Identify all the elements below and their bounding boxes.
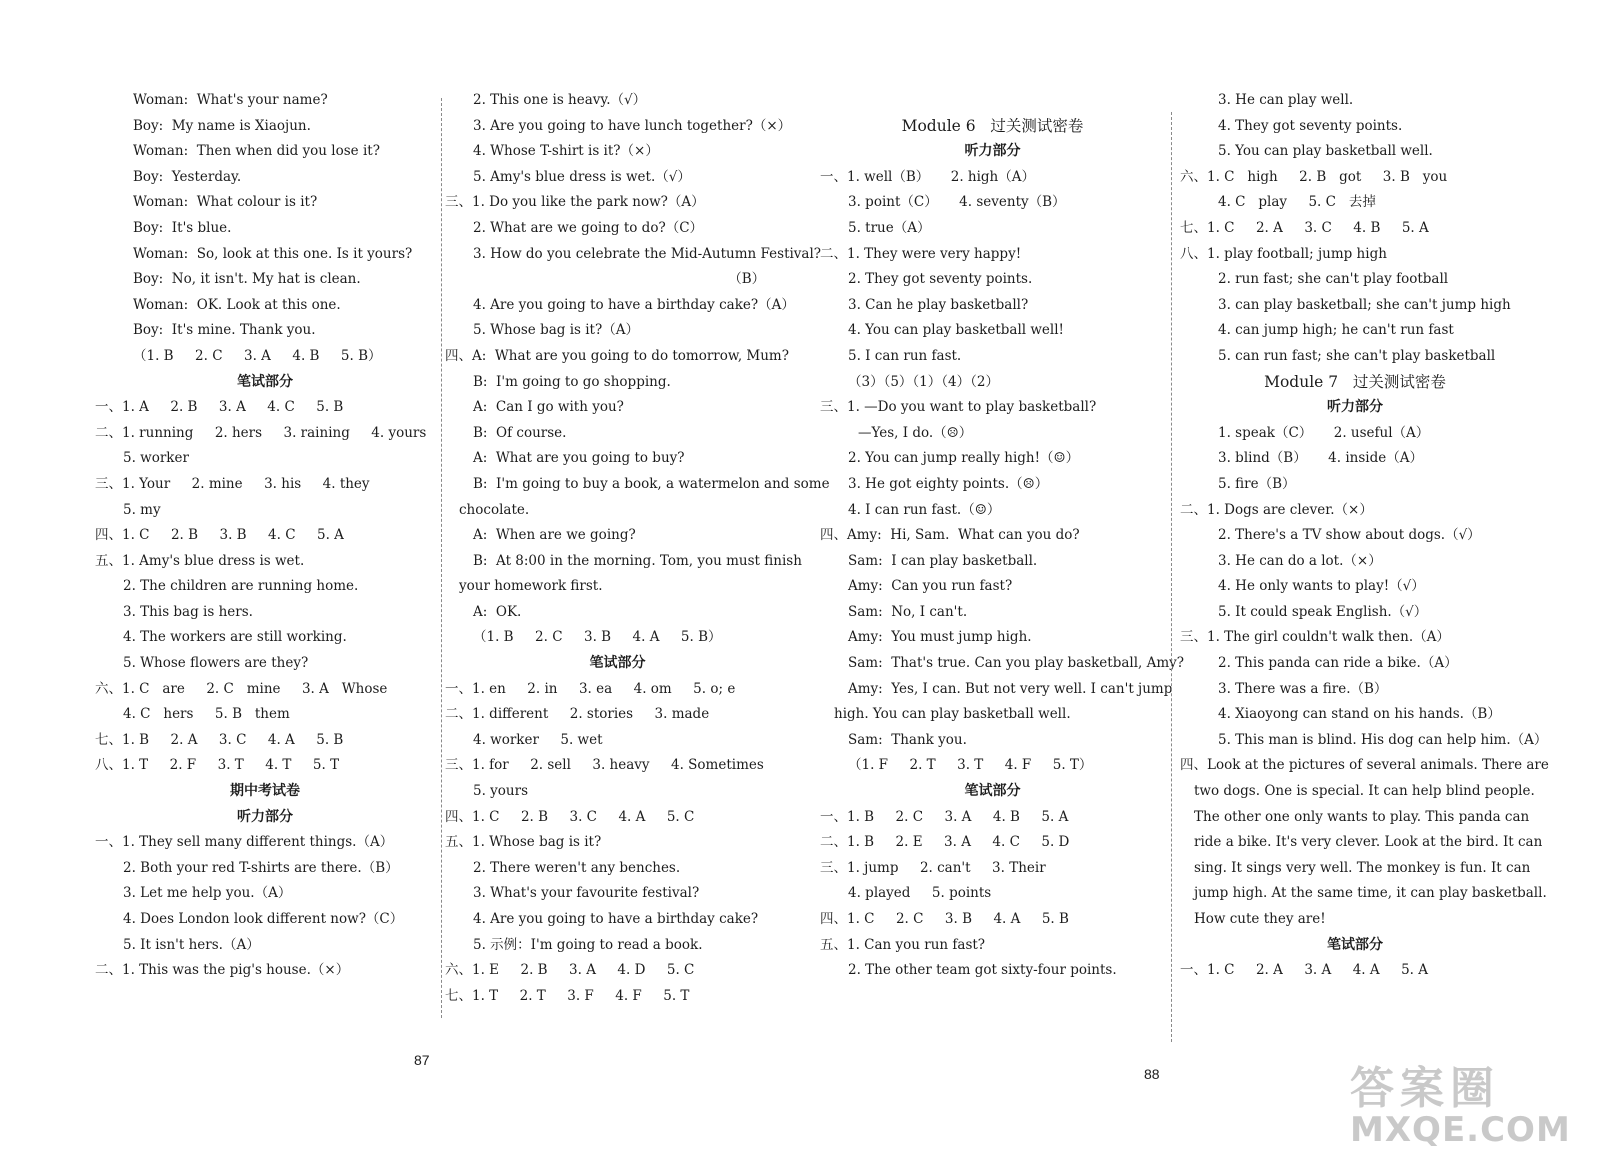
answer-line: Amy: You must jump high. xyxy=(848,629,1032,646)
answer-line: 四、Amy: Hi, Sam. What can you do? xyxy=(820,527,1080,544)
answer-line: 3. point（C） 4. seventy（B） xyxy=(848,194,1066,211)
answer-line: 3. He got eighty points.（☹） xyxy=(848,475,1049,492)
answer-line: A: What are you going to buy? xyxy=(473,450,685,467)
answer-line: 2. You can jump really high!（☺） xyxy=(848,450,1080,467)
answer-line: 5. Amy's blue dress is wet.（√） xyxy=(473,168,691,185)
answer-line: 一、1. en 2. in 3. ea 4. om 5. o; e xyxy=(445,680,736,697)
answer-line: （3）（5）（1）（4）（2） xyxy=(848,373,999,390)
answer-line: 四、1. C 2. B 3. B 4. C 5. A xyxy=(95,527,344,544)
section-heading: Module 7 过关测试密卷 xyxy=(1264,372,1446,391)
answer-line: How cute they are! xyxy=(1194,911,1326,927)
answer-line: 4. Are you going to have a birthday cake?（A） xyxy=(473,296,795,313)
answer-line: 六、1. C are 2. C mine 3. A Whose xyxy=(95,680,388,697)
answer-line: 3. There was a fire.（B） xyxy=(1218,680,1388,697)
answer-line: 一、1. well（B） 2. high（A） xyxy=(820,168,1035,185)
answer-line: 4. worker 5. wet xyxy=(473,731,603,748)
answer-line: —Yes, I do.（☹） xyxy=(858,424,973,441)
section-heading: 听力部分 xyxy=(237,808,293,825)
section-heading: 期中考试卷 xyxy=(230,783,300,800)
answer-line: 三、1. Your 2. mine 3. his 4. they xyxy=(95,475,370,492)
answer-line: 4. He only wants to play!（√） xyxy=(1218,578,1425,595)
answer-line: 六、1. C high 2. B got 3. B you xyxy=(1180,168,1448,185)
section-heading: 笔试部分 xyxy=(589,655,646,672)
column-divider xyxy=(441,98,442,1018)
answer-line: 4. can jump high; he can't run fast xyxy=(1218,322,1454,339)
answer-line: Sam: I can play basketball. xyxy=(848,552,1038,569)
answer-line: 2. What are we going to do?（C） xyxy=(473,219,704,236)
answer-line: 3. He can play well. xyxy=(1218,92,1354,108)
answer-line: 1. speak（C） 2. useful（A） xyxy=(1218,424,1430,441)
column-divider xyxy=(1171,112,1172,1042)
column-4 xyxy=(1180,88,1549,984)
answer-line: 三、1. Do you like the park now?（A） xyxy=(445,194,705,211)
answer-line: Woman: So, look at this one. Is it yours? xyxy=(133,245,413,262)
answer-line: Woman: Then when did you lose it? xyxy=(133,143,380,160)
section-heading: 笔试部分 xyxy=(237,373,293,390)
answer-line: 5. It could speak English.（√） xyxy=(1218,603,1428,620)
answer-line: 4. They got seventy points. xyxy=(1218,117,1403,134)
answer-line: sing. It sings very well. The monkey is fun. It can xyxy=(1194,859,1531,876)
answer-line: Boy: It's mine. Thank you. xyxy=(133,322,316,339)
answer-line: 5. I can run fast. xyxy=(848,347,962,364)
column-1 xyxy=(95,88,435,984)
answer-line: Boy: Yesterday. xyxy=(133,168,242,185)
section-heading: Module 6 过关测试密卷 xyxy=(901,116,1084,135)
answer-line: Boy: No, it isn't. My hat is clean. xyxy=(133,271,361,288)
answer-line: 2. There's a TV show about dogs.（√） xyxy=(1218,527,1481,544)
answer-line: （1. F 2. T 3. T 4. F 5. T） xyxy=(848,757,1093,774)
answer-line: 一、1. A 2. B 3. A 4. C 5. B xyxy=(95,399,344,416)
answer-line: 5. my xyxy=(123,501,161,518)
answer-line: 4. C hers 5. B them xyxy=(123,706,290,723)
answer-line: 五、1. Can you run fast? xyxy=(820,936,986,953)
answer-line: Amy: Can you run fast? xyxy=(848,578,1013,595)
answer-line: 五、1. Amy's blue dress is wet. xyxy=(95,552,305,569)
answer-line: 二、1. running 2. hers 3. raining 4. yours xyxy=(95,424,427,441)
answer-line: your homework first. xyxy=(459,578,603,595)
answer-line: A: When are we going? xyxy=(473,527,636,544)
section-heading: 笔试部分 xyxy=(964,783,1021,800)
answer-line: 5. 示例：I'm going to read a book. xyxy=(473,936,703,953)
answer-line: 5. It isn't hers.（A） xyxy=(123,936,260,953)
answer-line: 3. How do you celebrate the Mid-Autumn Festival? xyxy=(473,245,822,262)
column-3 xyxy=(820,88,1185,984)
answer-line: The other one only wants to play. This panda can xyxy=(1194,808,1530,825)
answer-line: Woman: What's your name? xyxy=(133,92,328,108)
section-heading: 听力部分 xyxy=(1327,399,1383,416)
answer-line: 4. Xiaoyong can stand on his hands.（B） xyxy=(1218,706,1501,723)
answer-line: 3. Let me help you.（A） xyxy=(123,885,292,902)
answer-line: 5. yours xyxy=(473,783,529,800)
watermark-logo-text: 答案圈 xyxy=(1350,1063,1500,1114)
section-heading: 笔试部分 xyxy=(1327,936,1383,953)
answer-line: 2. They got seventy points. xyxy=(848,271,1033,288)
answer-line: jump high. At the same time, it can play basketball. xyxy=(1194,885,1547,902)
answer-line: 2. The children are running home. xyxy=(123,578,359,595)
answer-line: 4. Are you going to have a birthday cake? xyxy=(473,911,759,927)
answer-line: B: I'm going to buy a book, a watermelon and some xyxy=(473,475,830,492)
answer-line: 三、1. jump 2. can't 3. Their xyxy=(820,859,1046,876)
watermark-url: MXQE.COM xyxy=(1350,1110,1571,1150)
answer-line: 七、1. B 2. A 3. C 4. A 5. B xyxy=(95,731,344,748)
answer-line: 四、1. C 2. C 3. B 4. A 5. B xyxy=(820,911,1069,927)
answer-line: B: I'm going to go shopping. xyxy=(473,373,671,390)
answer-line: 2. There weren't any benches. xyxy=(473,859,681,876)
answer-line: 4. played 5. points xyxy=(848,885,992,902)
answer-line: 5. worker xyxy=(123,450,189,467)
answer-line: 5. This man is blind. His dog can help him.（A） xyxy=(1218,731,1548,748)
answer-line: 4. I can run fast.（☺） xyxy=(848,501,1001,518)
answer-line: B: Of course. xyxy=(473,424,567,441)
answer-line: 八、1. play football; jump high xyxy=(1180,245,1387,262)
answer-line: （1. B 2. C 3. B 4. A 5. B） xyxy=(473,629,722,646)
answer-line: 二、1. B 2. E 3. A 4. C 5. D xyxy=(820,834,1070,851)
answer-line: 四、Look at the pictures of several animals. There are xyxy=(1180,757,1549,774)
watermark xyxy=(1350,1052,1571,1150)
answer-line xyxy=(820,88,1165,114)
answer-line: 七、1. T 2. T 3. F 4. F 5. T xyxy=(445,987,690,1004)
answer-line: Woman: OK. Look at this one. xyxy=(133,296,341,313)
answer-line: 4. Does London look different now?（C） xyxy=(123,911,404,927)
answer-line: 4. You can play basketball well! xyxy=(848,322,1064,339)
answer-line: Sam: Thank you. xyxy=(848,731,967,748)
answer-line: Sam: No, I can't. xyxy=(848,603,968,620)
answer-line: 2. run fast; she can't play football xyxy=(1218,271,1449,288)
answer-line: 3. Are you going to have lunch together?（×） xyxy=(473,117,792,134)
answer-line: two dogs. One is special. It can help blind people. xyxy=(1194,783,1535,800)
answer-line: 4. The workers are still working. xyxy=(123,629,347,646)
answer-line: 3. What's your favourite festival? xyxy=(473,885,700,902)
answer-line: 3. blind（B） 4. inside（A） xyxy=(1218,450,1423,467)
answer-line: 5. true（A） xyxy=(848,219,931,236)
answer-line: Sam: That's true. Can you play basketball, Amy? xyxy=(848,655,1185,672)
answer-line: 5. can run fast; she can't play basketball xyxy=(1218,347,1496,364)
answer-line: 2. Both your red T-shirts are there.（B） xyxy=(123,859,399,876)
answer-line: A: OK. xyxy=(473,603,522,620)
answer-line: A: Can I go with you? xyxy=(473,399,624,416)
answer-line: 三、1. for 2. sell 3. heavy 4. Sometimes xyxy=(445,757,764,774)
answer-line: 5. Whose flowers are they? xyxy=(123,655,309,672)
answer-line: Woman: What colour is it? xyxy=(133,194,318,211)
answer-line: 2. This one is heavy.（√） xyxy=(473,92,647,108)
answer-line: B: At 8:00 in the morning. Tom, you must finish xyxy=(473,552,802,569)
answer-line: Boy: It's blue. xyxy=(133,219,232,236)
answer-line: 3. This bag is hers. xyxy=(123,603,253,620)
answer-line: 二、1. This was the pig's house.（×） xyxy=(95,962,350,979)
answer-line: 2. The other team got sixty-four points. xyxy=(848,962,1117,979)
answer-line: high. You can play basketball well. xyxy=(834,706,1071,723)
answer-line: 四、1. C 2. B 3. C 4. A 5. C xyxy=(445,808,695,825)
answer-line: 八、1. T 2. F 3. T 4. T 5. T xyxy=(95,757,340,774)
page-number-right: 88 xyxy=(1144,1066,1160,1082)
answer-line: 一、1. They sell many different things.（A） xyxy=(95,834,394,851)
answer-line: 3. He can do a lot.（×） xyxy=(1218,552,1382,569)
answer-line: 5. fire（B） xyxy=(1218,475,1296,492)
column-2 xyxy=(445,88,830,1009)
answer-line: chocolate. xyxy=(459,501,530,518)
answer-line: ride a bike. It's very clever. Look at the bird. It can xyxy=(1194,834,1543,851)
answer-line: 4. Whose T-shirt is it?（×） xyxy=(473,143,659,160)
section-heading: 听力部分 xyxy=(964,143,1021,160)
answer-line: 2. This panda can ride a bike.（A） xyxy=(1218,655,1458,672)
answer-line: 三、1. —Do you want to play basketball? xyxy=(820,399,1097,416)
answer-line: 五、1. Whose bag is it? xyxy=(445,834,602,851)
answer-line: 四、A: What are you going to do tomorrow, Mum? xyxy=(445,347,789,364)
answer-line: 二、1. They were very happy! xyxy=(820,245,1022,262)
answer-line: 一、1. C 2. A 3. A 4. A 5. A xyxy=(1180,962,1429,979)
answer-line: 5. Whose bag is it?（A） xyxy=(473,322,639,339)
answer-line: （B） xyxy=(445,271,766,288)
answer-line: Amy: Yes, I can. But not very well. I can't jump xyxy=(848,680,1173,697)
answer-line: 4. C play 5. C 去掉 xyxy=(1218,194,1376,211)
answer-line: 一、1. B 2. C 3. A 4. B 5. A xyxy=(820,808,1069,825)
answer-line: 二、1. Dogs are clever.（×） xyxy=(1180,501,1373,518)
page-number-left: 87 xyxy=(414,1052,430,1068)
answer-line: 三、1. The girl couldn't walk then.（A） xyxy=(1180,629,1450,646)
answer-line: 七、1. C 2. A 3. C 4. B 5. A xyxy=(1180,219,1429,236)
answer-line: 二、1. different 2. stories 3. made xyxy=(445,706,710,723)
answer-line: 3. can play basketball; she can't jump high xyxy=(1218,296,1511,313)
answer-line: （1. B 2. C 3. A 4. B 5. B） xyxy=(133,347,382,364)
answer-line: Boy: My name is Xiaojun. xyxy=(133,117,311,134)
answer-line: 5. You can play basketball well. xyxy=(1218,143,1433,160)
answer-line: 六、1. E 2. B 3. A 4. D 5. C xyxy=(445,962,695,979)
answer-line: 3. Can he play basketball? xyxy=(848,296,1029,313)
